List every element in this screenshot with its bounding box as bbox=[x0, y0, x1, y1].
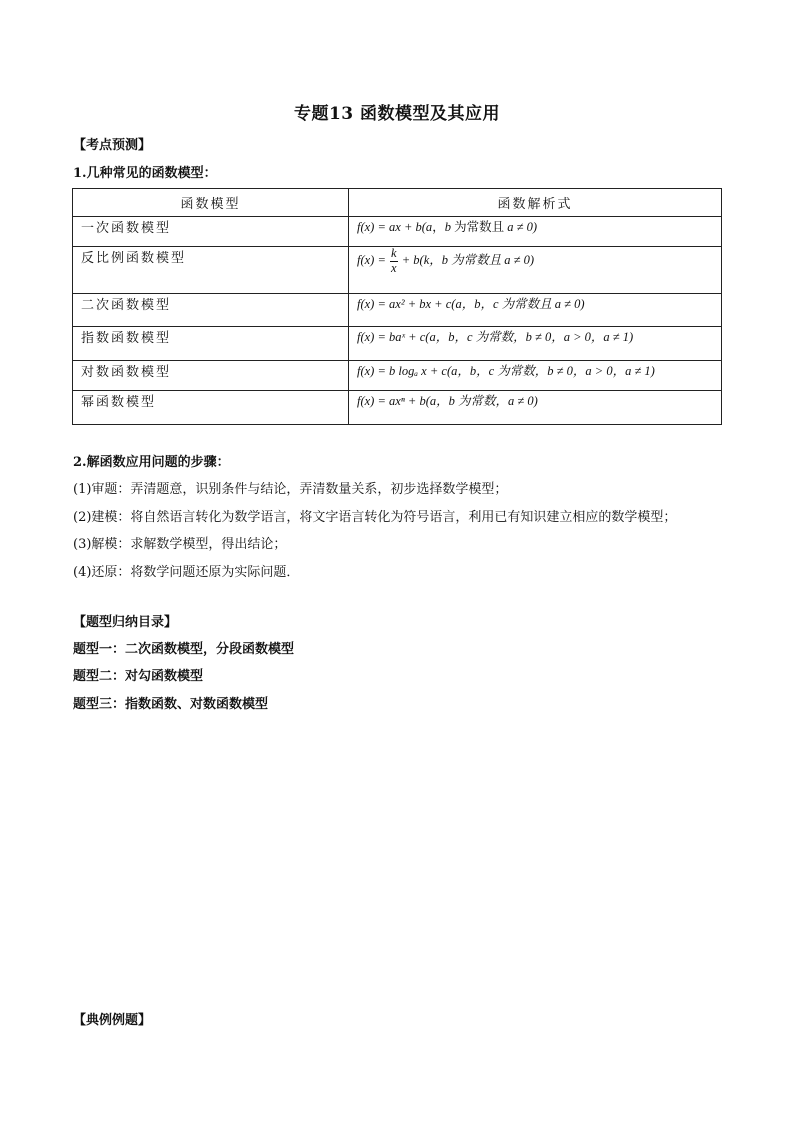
formula-post: + b(k bbox=[401, 253, 430, 268]
formula-part: f(x) = ax + b(a bbox=[357, 220, 433, 234]
table-row bbox=[73, 361, 722, 391]
formula-part: 为常数且 bbox=[450, 220, 508, 234]
model-name: 对数函数模型 bbox=[73, 361, 349, 391]
model-name: 幂函数模型 bbox=[73, 391, 349, 425]
catalog-item: 题型一：二次函数模型，分段函数模型 bbox=[73, 642, 295, 657]
section-forecast-heading: 【考点预测】 bbox=[73, 138, 152, 153]
step-item: (3)解模：求解数学模型，得出结论； bbox=[73, 537, 287, 552]
model-formula: f(x) = ax² + bx + c(a，b，c 为常数且 a ≠ 0) bbox=[349, 294, 722, 327]
steps-subheading: 2.解函数应用问题的步骤： bbox=[73, 455, 230, 470]
section-catalog-heading: 【题型归纳目录】 bbox=[73, 615, 178, 630]
formula-part: a ≠ 0) bbox=[507, 220, 537, 234]
model-formula: f(x) = baˣ + c(a，b，c 为常数，b ≠ 0，a > 0，a ≠ 1) bbox=[349, 327, 722, 361]
catalog-item: 题型二：对勾函数模型 bbox=[73, 669, 204, 684]
step-item: (1)审题：弄清题意，识别条件与结论，弄清数量关系，初步选择数学模型； bbox=[73, 482, 508, 497]
section-examples-heading: 【典例例题】 bbox=[73, 1013, 152, 1028]
model-formula: f(x) = b logₐ x + c(a，b，c 为常数，b ≠ 0，a > 0，a ≠ 1) bbox=[349, 361, 722, 391]
model-name: 指数函数模型 bbox=[73, 327, 349, 361]
fraction-numerator: k bbox=[391, 246, 397, 260]
table-row bbox=[73, 217, 722, 247]
models-subheading: 1.几种常见的函数模型： bbox=[73, 166, 217, 181]
fraction bbox=[390, 247, 398, 276]
formula-part: ， bbox=[432, 220, 445, 234]
model-formula bbox=[349, 217, 722, 247]
model-name: 二次函数模型 bbox=[73, 294, 349, 327]
table-row bbox=[73, 391, 722, 425]
model-formula: f(x) = axⁿ + b(a，b 为常数，a ≠ 0) bbox=[349, 391, 722, 425]
step-item: (4)还原：将数学问题还原为实际问题． bbox=[73, 565, 300, 580]
formula-pre: f(x) = bbox=[357, 253, 386, 268]
table-header-row bbox=[73, 189, 722, 217]
table-row bbox=[73, 294, 722, 327]
formula-tail: ，b 为常数且 a ≠ 0) bbox=[429, 253, 535, 268]
table-header-model: 函数模型 bbox=[73, 189, 349, 217]
catalog-item: 题型三：指数函数、对数函数模型 bbox=[73, 697, 269, 712]
formula-part: b bbox=[444, 220, 451, 234]
table-row bbox=[73, 247, 722, 294]
function-models-table bbox=[72, 188, 722, 425]
page-title: 专题13 函数模型及其应用 bbox=[293, 104, 501, 124]
model-formula bbox=[349, 247, 722, 294]
table-header-formula: 函数解析式 bbox=[349, 189, 722, 217]
model-name: 反比例函数模型 bbox=[73, 247, 349, 294]
table-row bbox=[73, 327, 722, 361]
fraction-denominator: x bbox=[391, 260, 397, 275]
model-name: 一次函数模型 bbox=[73, 217, 349, 247]
step-item: (2)建模：将自然语言转化为数学语言，将文字语言转化为符号语言，利用已有知识建立相应的数学模型； bbox=[73, 510, 677, 525]
